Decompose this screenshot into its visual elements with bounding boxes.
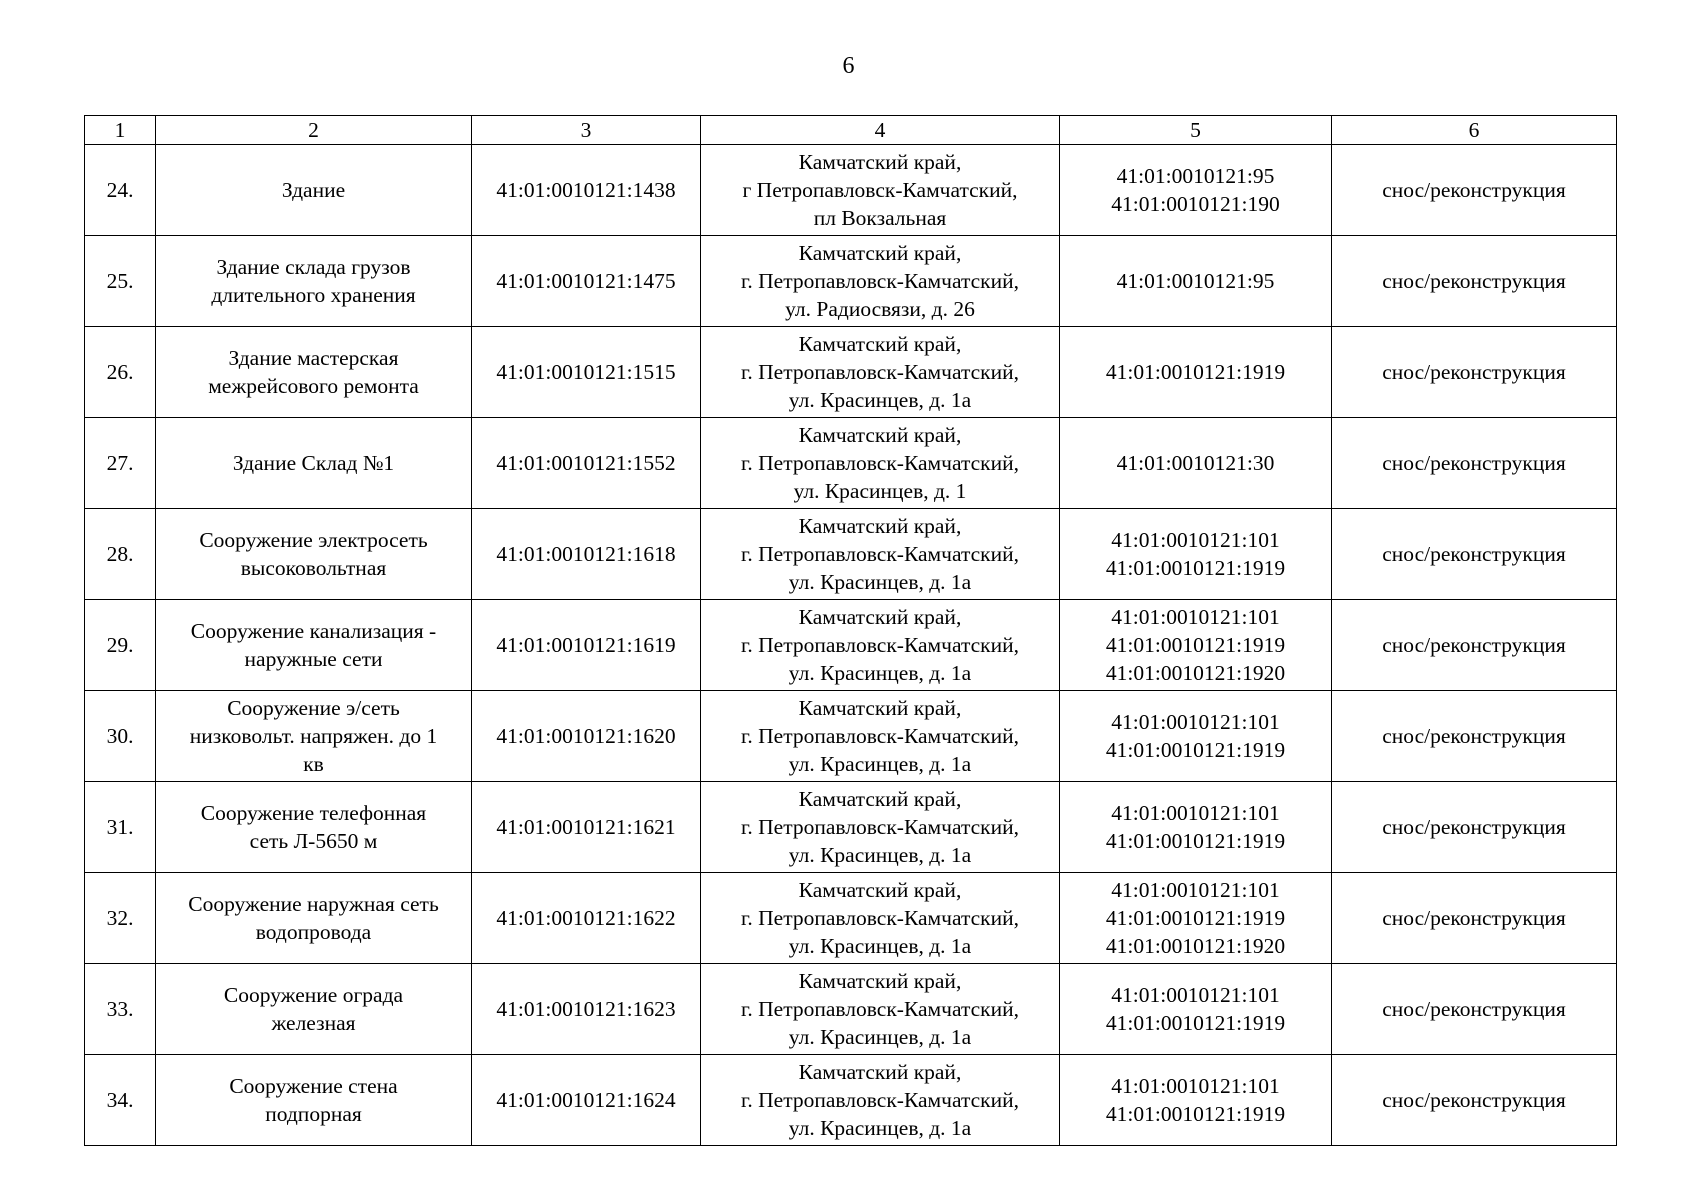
row-number-cell — [85, 1055, 156, 1146]
land-plot-number: 41:01:0010121:1919 — [1105, 633, 1286, 657]
cadastral-number: 41:01:0010121:1620 — [496, 724, 676, 748]
action-cell — [1332, 1055, 1617, 1146]
cadastral-number: 41:01:0010121:1621 — [496, 815, 676, 839]
land-plots-cell — [1060, 782, 1332, 873]
address-line: ул. Красинцев, д. 1а — [788, 570, 972, 594]
cadastral-number-cell — [472, 964, 701, 1055]
object-name-cell — [156, 600, 472, 691]
table-row — [85, 691, 1617, 782]
cadastral-number: 41:01:0010121:1475 — [496, 269, 676, 293]
address-line: Камчатский край, — [798, 969, 962, 993]
address-cell — [701, 145, 1060, 236]
address-line: Камчатский край, — [798, 150, 962, 174]
object-name-line: Здание склада грузов — [216, 255, 411, 279]
land-plot-number: 41:01:0010121:101 — [1111, 801, 1280, 825]
address-line: г Петропавловск-Камчатский, — [742, 178, 1018, 202]
action-text: снос/реконструкция — [1382, 269, 1566, 293]
cadastral-number-cell — [472, 691, 701, 782]
row-number-cell — [85, 964, 156, 1055]
action-text: снос/реконструкция — [1382, 451, 1566, 475]
land-plot-number: 41:01:0010121:101 — [1111, 983, 1280, 1007]
address-line: Камчатский край, — [798, 1060, 962, 1084]
land-plot-number: 41:01:0010121:190 — [1111, 192, 1280, 216]
row-number-cell — [85, 873, 156, 964]
object-name-line: водопровода — [255, 920, 372, 944]
object-name-line: Сооружение э/сеть — [227, 696, 400, 720]
land-plot-number: 41:01:0010121:1919 — [1105, 1011, 1286, 1035]
cadastral-number-cell — [472, 782, 701, 873]
table-row — [85, 145, 1617, 236]
address-line: ул. Красинцев, д. 1а — [788, 843, 972, 867]
object-name-line: Сооружение электросеть — [199, 528, 428, 552]
object-name-line: высоковольтная — [240, 556, 387, 580]
table-body — [85, 145, 1617, 1146]
table-row — [85, 782, 1617, 873]
address-line: г. Петропавловск-Камчатский, — [741, 1088, 1019, 1112]
cadastral-number: 41:01:0010121:1623 — [496, 997, 676, 1021]
object-name-line: длительного хранения — [211, 283, 416, 307]
address-cell — [701, 873, 1060, 964]
row-number: 28. — [106, 542, 134, 566]
action-text: снос/реконструкция — [1382, 997, 1566, 1021]
address-line: ул. Красинцев, д. 1 — [793, 479, 967, 503]
row-number-cell — [85, 691, 156, 782]
land-plot-number: 41:01:0010121:101 — [1111, 878, 1280, 902]
cadastral-number: 41:01:0010121:1515 — [496, 360, 676, 384]
table-row — [85, 509, 1617, 600]
cadastral-number: 41:01:0010121:1624 — [496, 1088, 676, 1112]
object-name-line: подпорная — [265, 1102, 362, 1126]
object-name-cell — [156, 1055, 472, 1146]
address-line: Камчатский край, — [798, 787, 962, 811]
land-plots-cell — [1060, 873, 1332, 964]
address-line: ул. Красинцев, д. 1а — [788, 388, 972, 412]
action-cell — [1332, 691, 1617, 782]
row-number-cell — [85, 327, 156, 418]
row-number: 24. — [106, 178, 134, 202]
object-name-cell — [156, 236, 472, 327]
action-cell — [1332, 964, 1617, 1055]
land-plot-number: 41:01:0010121:101 — [1111, 528, 1280, 552]
address-line: Камчатский край, — [798, 241, 962, 265]
address-cell — [701, 418, 1060, 509]
land-plot-number: 41:01:0010121:101 — [1111, 605, 1280, 629]
object-name-cell — [156, 145, 472, 236]
action-text: снос/реконструкция — [1382, 1088, 1566, 1112]
row-number-cell — [85, 236, 156, 327]
row-number: 31. — [106, 815, 134, 839]
cadastral-number: 41:01:0010121:1619 — [496, 633, 676, 657]
action-cell — [1332, 145, 1617, 236]
action-cell — [1332, 509, 1617, 600]
header-col-4: 4 — [701, 116, 1060, 145]
object-name-line: Здание мастерская — [228, 346, 399, 370]
land-plot-number: 41:01:0010121:1919 — [1105, 1102, 1286, 1126]
object-name-line: сеть Л-5650 м — [249, 829, 378, 853]
address-line: ул. Красинцев, д. 1а — [788, 1025, 972, 1049]
address-line: г. Петропавловск-Камчатский, — [741, 906, 1019, 930]
object-name-cell — [156, 782, 472, 873]
action-cell — [1332, 327, 1617, 418]
cadastral-number: 41:01:0010121:1622 — [496, 906, 676, 930]
cadastral-number: 41:01:0010121:1618 — [496, 542, 676, 566]
land-plot-number: 41:01:0010121:1919 — [1105, 829, 1286, 853]
action-text: снос/реконструкция — [1382, 178, 1566, 202]
row-number-cell — [85, 418, 156, 509]
object-name-cell — [156, 873, 472, 964]
row-number-cell — [85, 782, 156, 873]
address-line: г. Петропавловск-Камчатский, — [741, 269, 1019, 293]
address-line: г. Петропавловск-Камчатский, — [741, 633, 1019, 657]
header-col-6: 6 — [1332, 116, 1617, 145]
object-name-line: низковольт. напряжен. до 1 — [189, 724, 438, 748]
object-name-line: Сооружение ограда — [223, 983, 404, 1007]
land-plots-cell — [1060, 509, 1332, 600]
land-plots-cell — [1060, 600, 1332, 691]
action-cell — [1332, 236, 1617, 327]
land-plots-cell — [1060, 418, 1332, 509]
cadastral-number-cell — [472, 509, 701, 600]
address-line: ул. Радиосвязи, д. 26 — [785, 297, 975, 321]
action-text: снос/реконструкция — [1382, 633, 1566, 657]
address-cell — [701, 782, 1060, 873]
action-cell — [1332, 600, 1617, 691]
address-line: Камчатский край, — [798, 605, 962, 629]
object-name-line: Здание — [281, 178, 346, 202]
action-text: снос/реконструкция — [1382, 815, 1566, 839]
land-plot-number: 41:01:0010121:95 — [1116, 164, 1275, 188]
address-cell — [701, 509, 1060, 600]
address-line: г. Петропавловск-Камчатский, — [741, 451, 1019, 475]
row-number-cell — [85, 509, 156, 600]
object-name-cell — [156, 418, 472, 509]
land-plot-number: 41:01:0010121:1920 — [1105, 934, 1286, 958]
address-cell — [701, 691, 1060, 782]
row-number: 29. — [106, 633, 134, 657]
header-col-5: 5 — [1060, 116, 1332, 145]
object-name-line: Сооружение телефонная — [200, 801, 427, 825]
object-name-cell — [156, 327, 472, 418]
land-plot-number: 41:01:0010121:30 — [1116, 451, 1275, 475]
address-line: ул. Красинцев, д. 1а — [788, 661, 972, 685]
action-cell — [1332, 782, 1617, 873]
object-name-line: Сооружение наружная сеть — [188, 892, 439, 916]
action-text: снос/реконструкция — [1382, 906, 1566, 930]
address-cell — [701, 600, 1060, 691]
land-plot-number: 41:01:0010121:101 — [1111, 710, 1280, 734]
header-row — [85, 116, 1617, 145]
row-number: 25. — [106, 269, 134, 293]
objects-table — [84, 115, 1617, 1146]
address-line: Камчатский край, — [798, 423, 962, 447]
address-line: г. Петропавловск-Камчатский, — [741, 815, 1019, 839]
table-row — [85, 964, 1617, 1055]
address-line: пл Вокзальная — [813, 206, 947, 230]
cadastral-number-cell — [472, 1055, 701, 1146]
object-name-line: кв — [303, 752, 324, 776]
land-plots-cell — [1060, 1055, 1332, 1146]
action-text: снос/реконструкция — [1382, 360, 1566, 384]
table-row — [85, 418, 1617, 509]
object-name-cell — [156, 509, 472, 600]
address-line: ул. Красинцев, д. 1а — [788, 1116, 972, 1140]
action-cell — [1332, 418, 1617, 509]
cadastral-number-cell — [472, 873, 701, 964]
row-number: 26. — [106, 360, 134, 384]
table-header — [85, 116, 1617, 145]
land-plots-cell — [1060, 145, 1332, 236]
action-text: снос/реконструкция — [1382, 542, 1566, 566]
object-name-line: железная — [271, 1011, 356, 1035]
table-row — [85, 600, 1617, 691]
header-col-2: 2 — [156, 116, 472, 145]
address-line: Камчатский край, — [798, 878, 962, 902]
land-plot-number: 41:01:0010121:95 — [1116, 269, 1275, 293]
row-number: 34. — [106, 1088, 134, 1112]
address-line: Камчатский край, — [798, 514, 962, 538]
address-line: г. Петропавловск-Камчатский, — [741, 360, 1019, 384]
row-number: 30. — [106, 724, 134, 748]
cadastral-number-cell — [472, 418, 701, 509]
land-plot-number: 41:01:0010121:1919 — [1105, 360, 1286, 384]
row-number-cell — [85, 145, 156, 236]
header-col-3: 3 — [472, 116, 701, 145]
land-plot-number: 41:01:0010121:1919 — [1105, 738, 1286, 762]
address-cell — [701, 964, 1060, 1055]
table-row — [85, 236, 1617, 327]
cadastral-number-cell — [472, 327, 701, 418]
row-number: 33. — [106, 997, 134, 1021]
object-name-line: межрейсового ремонта — [208, 374, 419, 398]
land-plots-cell — [1060, 236, 1332, 327]
land-plot-number: 41:01:0010121:1920 — [1105, 661, 1286, 685]
page-number: 6 — [842, 53, 855, 79]
object-name-cell — [156, 691, 472, 782]
header-col-1: 1 — [85, 116, 156, 145]
cadastral-number-cell — [472, 236, 701, 327]
object-name-line: Сооружение канализация - — [190, 619, 437, 643]
land-plot-number: 41:01:0010121:1919 — [1105, 906, 1286, 930]
cadastral-number: 41:01:0010121:1438 — [496, 178, 676, 202]
address-line: Камчатский край, — [798, 332, 962, 356]
action-cell — [1332, 873, 1617, 964]
object-name-line: Здание Склад №1 — [232, 451, 395, 475]
object-name-cell — [156, 964, 472, 1055]
action-text: снос/реконструкция — [1382, 724, 1566, 748]
address-line: ул. Красинцев, д. 1а — [788, 934, 972, 958]
address-line: ул. Красинцев, д. 1а — [788, 752, 972, 776]
object-name-line: наружные сети — [244, 647, 383, 671]
address-cell — [701, 236, 1060, 327]
cadastral-number-cell — [472, 600, 701, 691]
address-line: г. Петропавловск-Камчатский, — [741, 997, 1019, 1021]
address-line: г. Петропавловск-Камчатский, — [741, 724, 1019, 748]
address-line: г. Петропавловск-Камчатский, — [741, 542, 1019, 566]
row-number-cell — [85, 600, 156, 691]
row-number: 27. — [106, 451, 134, 475]
land-plot-number: 41:01:0010121:101 — [1111, 1074, 1280, 1098]
land-plots-cell — [1060, 964, 1332, 1055]
address-cell — [701, 1055, 1060, 1146]
address-cell — [701, 327, 1060, 418]
row-number: 32. — [106, 906, 134, 930]
object-name-line: Сооружение стена — [229, 1074, 398, 1098]
land-plots-cell — [1060, 691, 1332, 782]
cadastral-number: 41:01:0010121:1552 — [496, 451, 676, 475]
table-row — [85, 327, 1617, 418]
land-plots-cell — [1060, 327, 1332, 418]
address-line: Камчатский край, — [798, 696, 962, 720]
land-plot-number: 41:01:0010121:1919 — [1105, 556, 1286, 580]
table-row — [85, 1055, 1617, 1146]
cadastral-number-cell — [472, 145, 701, 236]
table-row — [85, 873, 1617, 964]
